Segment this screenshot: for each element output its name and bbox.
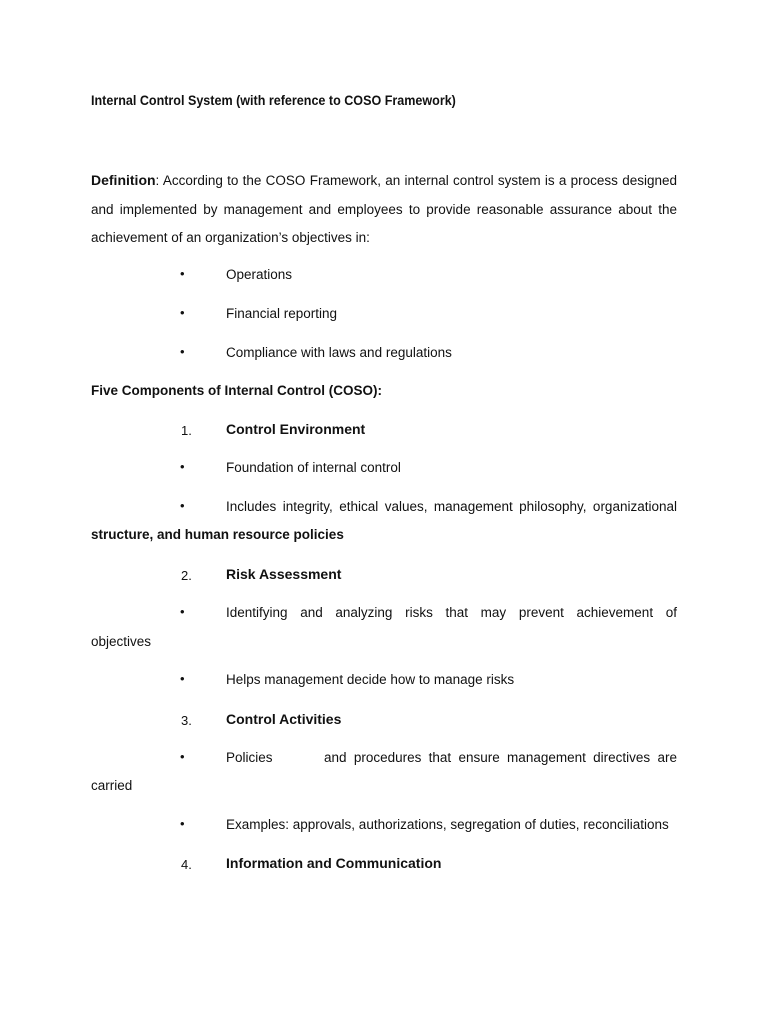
list-number: 1. <box>181 423 192 438</box>
definition-text: : According to the COSO Framework, an internal control system is a process designed and implemented by management and employees to provide reasonable assurance about the achievement of an organization’s objectives in: <box>91 173 677 246</box>
bullet-icon: • <box>180 749 185 764</box>
component-title: Control Environment <box>226 421 366 437</box>
bullet-icon: • <box>180 816 185 831</box>
bullet-icon: • <box>180 498 185 513</box>
objective-item: Compliance with laws and regulations <box>226 345 452 360</box>
component-point: Foundation of internal control <box>226 460 401 475</box>
definition-label: Definition <box>91 172 156 188</box>
list-number: 3. <box>181 713 192 728</box>
component-point-continuation: structure, and human resource policies <box>91 527 344 542</box>
bullet-icon: • <box>180 344 185 359</box>
component-point-part: Policies <box>226 750 273 765</box>
section-heading: Five Components of Internal Control (COSO): <box>91 383 382 398</box>
objective-item: Operations <box>226 267 293 282</box>
component-point-continuation: carried <box>91 778 133 793</box>
bullet-icon: • <box>180 671 185 686</box>
component-point-continuation: objectives <box>91 634 152 649</box>
component-point: Helps management decide how to manage risks <box>226 672 515 687</box>
bullet-icon: • <box>180 305 185 320</box>
objective-item: Financial reporting <box>226 306 338 321</box>
component-point: Includes integrity, ethical values, management philosophy, organizational <box>226 499 677 514</box>
bullet-icon: • <box>180 459 185 474</box>
component-title: Information and Communication <box>226 855 442 871</box>
document-title: Internal Control System (with reference to COSO Framework) <box>91 93 456 108</box>
component-title: Control Activities <box>226 711 342 727</box>
bullet-icon: • <box>180 604 185 619</box>
list-number: 4. <box>181 857 192 872</box>
component-point: Examples: approvals, authorizations, segregation of duties, reconciliations <box>226 817 669 832</box>
list-number: 2. <box>181 568 192 583</box>
component-title: Risk Assessment <box>226 566 342 582</box>
component-point: Identifying and analyzing risks that may prevent achievement of <box>226 605 677 620</box>
bullet-icon: • <box>180 266 185 281</box>
definition-paragraph <box>91 166 677 253</box>
component-point: and procedures that ensure management directives are <box>324 750 677 765</box>
